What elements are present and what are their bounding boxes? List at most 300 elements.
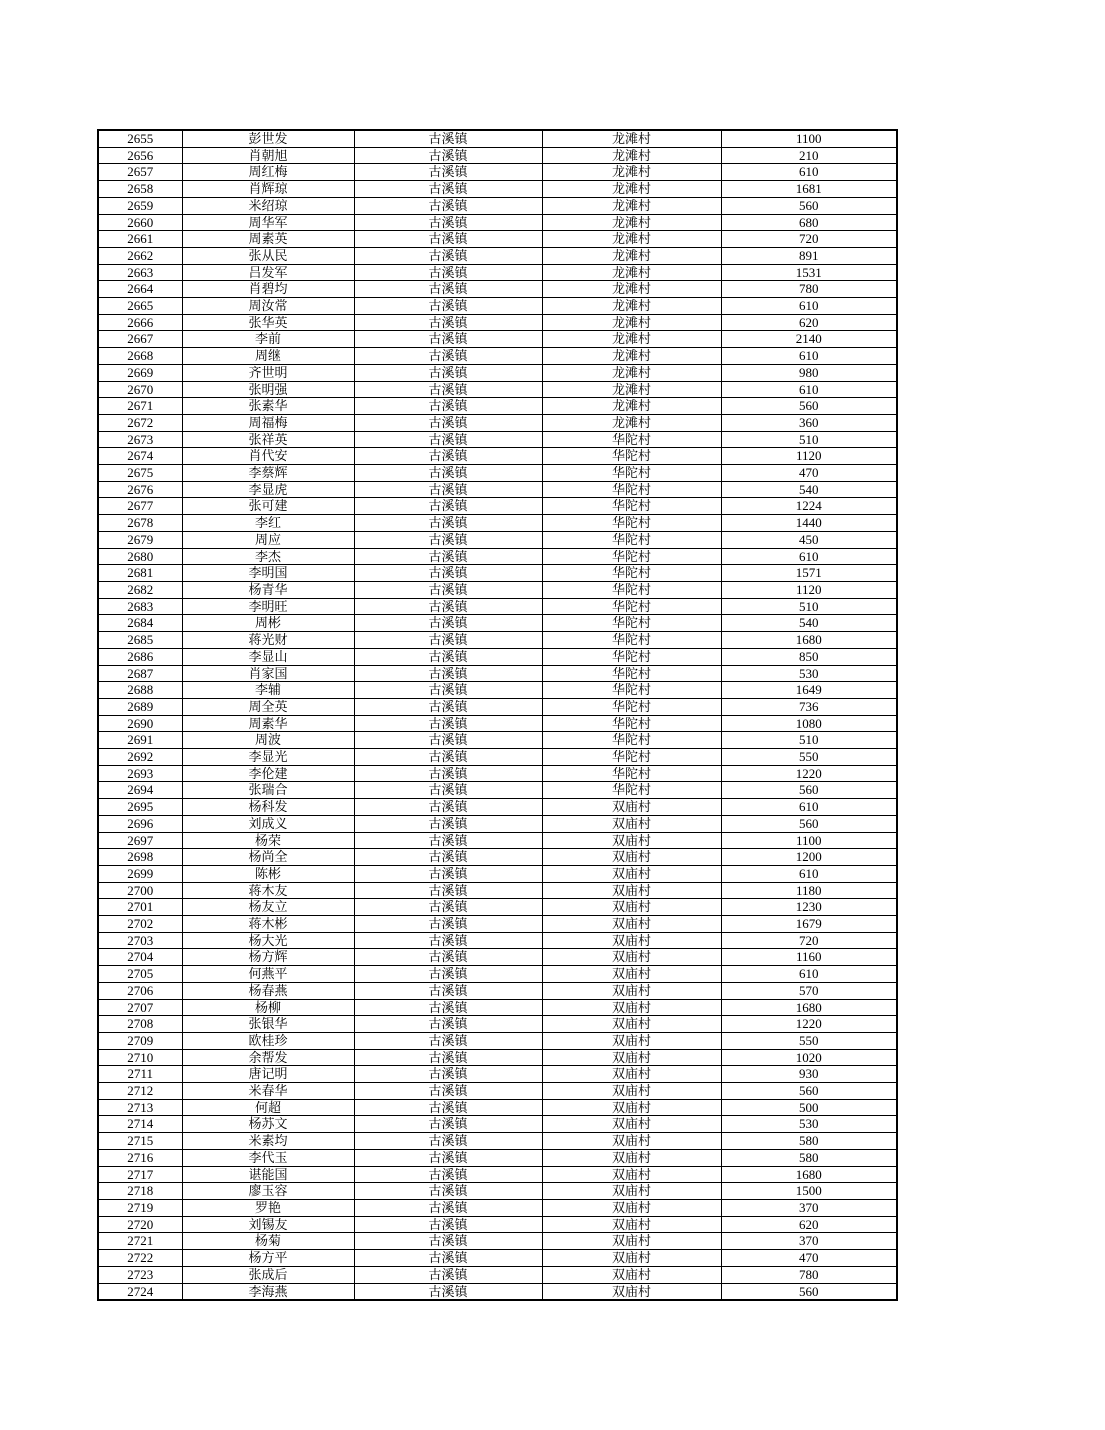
amount-cell: 510 <box>721 732 897 749</box>
row-number-cell: 2681 <box>98 565 182 582</box>
table-row <box>98 247 897 264</box>
row-number-cell: 2659 <box>98 197 182 214</box>
name-cell: 杨尚全 <box>182 849 354 866</box>
name-cell: 何燕平 <box>182 966 354 983</box>
amount-cell: 1440 <box>721 515 897 532</box>
village-cell: 华陀村 <box>542 615 721 632</box>
name-cell: 周红梅 <box>182 164 354 181</box>
row-number-cell: 2704 <box>98 949 182 966</box>
name-cell: 肖辉琼 <box>182 181 354 198</box>
village-cell: 华陀村 <box>542 765 721 782</box>
table-row <box>98 799 897 816</box>
row-number-cell: 2700 <box>98 882 182 899</box>
town-cell: 古溪镇 <box>354 665 542 682</box>
row-number-cell: 2662 <box>98 247 182 264</box>
table-row <box>98 381 897 398</box>
row-number-cell: 2683 <box>98 598 182 615</box>
name-cell: 周素英 <box>182 231 354 248</box>
name-cell: 李显虎 <box>182 481 354 498</box>
town-cell: 古溪镇 <box>354 749 542 766</box>
amount-cell: 620 <box>721 314 897 331</box>
village-cell: 双庙村 <box>542 799 721 816</box>
village-cell: 华陀村 <box>542 498 721 515</box>
row-number-cell: 2711 <box>98 1066 182 1083</box>
row-number-cell: 2708 <box>98 1016 182 1033</box>
town-cell: 古溪镇 <box>354 1183 542 1200</box>
table-row <box>98 314 897 331</box>
name-cell: 杨方平 <box>182 1250 354 1267</box>
town-cell: 古溪镇 <box>354 1099 542 1116</box>
row-number-cell: 2665 <box>98 298 182 315</box>
table-row <box>98 298 897 315</box>
table-row <box>98 181 897 198</box>
town-cell: 古溪镇 <box>354 982 542 999</box>
town-cell: 古溪镇 <box>354 548 542 565</box>
row-number-cell: 2670 <box>98 381 182 398</box>
row-number-cell: 2661 <box>98 231 182 248</box>
village-cell: 华陀村 <box>542 431 721 448</box>
row-number-cell: 2679 <box>98 531 182 548</box>
name-cell: 李明国 <box>182 565 354 582</box>
amount-cell: 500 <box>721 1099 897 1116</box>
name-cell: 张明强 <box>182 381 354 398</box>
table-row <box>98 465 897 482</box>
village-cell: 华陀村 <box>542 749 721 766</box>
row-number-cell: 2702 <box>98 916 182 933</box>
village-cell: 华陀村 <box>542 682 721 699</box>
table-row <box>98 1099 897 1116</box>
row-number-cell: 2713 <box>98 1099 182 1116</box>
table-row <box>98 765 897 782</box>
name-cell: 张华英 <box>182 314 354 331</box>
amount-cell: 850 <box>721 648 897 665</box>
table-row <box>98 1149 897 1166</box>
row-number-cell: 2707 <box>98 999 182 1016</box>
table-row <box>98 982 897 999</box>
amount-cell: 610 <box>721 799 897 816</box>
row-number-cell: 2699 <box>98 865 182 882</box>
town-cell: 古溪镇 <box>354 381 542 398</box>
village-cell: 华陀村 <box>542 732 721 749</box>
amount-cell: 1220 <box>721 1016 897 1033</box>
row-number-cell: 2678 <box>98 515 182 532</box>
table-row <box>98 1283 897 1300</box>
amount-cell: 510 <box>721 598 897 615</box>
amount-cell: 470 <box>721 465 897 482</box>
village-cell: 龙滩村 <box>542 147 721 164</box>
amount-cell: 530 <box>721 665 897 682</box>
amount-cell: 620 <box>721 1216 897 1233</box>
table-row <box>98 197 897 214</box>
town-cell: 古溪镇 <box>354 1200 542 1217</box>
town-cell: 古溪镇 <box>354 1216 542 1233</box>
town-cell: 古溪镇 <box>354 565 542 582</box>
amount-cell: 560 <box>721 1283 897 1300</box>
name-cell: 陈彬 <box>182 865 354 882</box>
row-number-cell: 2676 <box>98 481 182 498</box>
village-cell: 双庙村 <box>542 1066 721 1083</box>
town-cell: 古溪镇 <box>354 231 542 248</box>
table-row <box>98 749 897 766</box>
town-cell: 古溪镇 <box>354 1149 542 1166</box>
amount-cell: 540 <box>721 481 897 498</box>
table-row <box>98 782 897 799</box>
row-number-cell: 2657 <box>98 164 182 181</box>
town-cell: 古溪镇 <box>354 1049 542 1066</box>
amount-cell: 1680 <box>721 999 897 1016</box>
table-row <box>98 615 897 632</box>
name-cell: 廖玉容 <box>182 1183 354 1200</box>
name-cell: 刘锡友 <box>182 1216 354 1233</box>
row-number-cell: 2701 <box>98 899 182 916</box>
town-cell: 古溪镇 <box>354 949 542 966</box>
town-cell: 古溪镇 <box>354 765 542 782</box>
name-cell: 何超 <box>182 1099 354 1116</box>
table-row <box>98 715 897 732</box>
amount-cell: 360 <box>721 414 897 431</box>
table-row <box>98 498 897 515</box>
name-cell: 欧桂珍 <box>182 1032 354 1049</box>
name-cell: 杨春燕 <box>182 982 354 999</box>
village-cell: 华陀村 <box>542 715 721 732</box>
amount-cell: 610 <box>721 966 897 983</box>
amount-cell: 1100 <box>721 832 897 849</box>
table-row <box>98 698 897 715</box>
table-row <box>98 1166 897 1183</box>
row-number-cell: 2705 <box>98 966 182 983</box>
amount-cell: 1200 <box>721 849 897 866</box>
row-number-cell: 2706 <box>98 982 182 999</box>
row-number-cell: 2723 <box>98 1266 182 1283</box>
table-row <box>98 214 897 231</box>
town-cell: 古溪镇 <box>354 682 542 699</box>
row-number-cell: 2693 <box>98 765 182 782</box>
amount-cell: 550 <box>721 749 897 766</box>
amount-cell: 1224 <box>721 498 897 515</box>
name-cell: 李蔡辉 <box>182 465 354 482</box>
town-cell: 古溪镇 <box>354 1016 542 1033</box>
town-cell: 古溪镇 <box>354 197 542 214</box>
row-number-cell: 2696 <box>98 815 182 832</box>
town-cell: 古溪镇 <box>354 865 542 882</box>
table-row <box>98 732 897 749</box>
amount-cell: 560 <box>721 197 897 214</box>
village-cell: 双庙村 <box>542 849 721 866</box>
amount-cell: 736 <box>721 698 897 715</box>
village-cell: 双庙村 <box>542 1032 721 1049</box>
amount-cell: 1180 <box>721 882 897 899</box>
table-row <box>98 414 897 431</box>
name-cell: 米绍琼 <box>182 197 354 214</box>
amount-cell: 1080 <box>721 715 897 732</box>
amount-cell: 930 <box>721 1066 897 1083</box>
amount-cell: 1230 <box>721 899 897 916</box>
table-row <box>98 999 897 1016</box>
village-cell: 华陀村 <box>542 698 721 715</box>
town-cell: 古溪镇 <box>354 782 542 799</box>
table-row <box>98 348 897 365</box>
name-cell: 周素华 <box>182 715 354 732</box>
name-cell: 蒋木友 <box>182 882 354 899</box>
table-row <box>98 849 897 866</box>
row-number-cell: 2669 <box>98 364 182 381</box>
table-row <box>98 865 897 882</box>
amount-cell: 470 <box>721 1250 897 1267</box>
table-row <box>98 949 897 966</box>
town-cell: 古溪镇 <box>354 799 542 816</box>
village-cell: 龙滩村 <box>542 231 721 248</box>
name-cell: 周华军 <box>182 214 354 231</box>
town-cell: 古溪镇 <box>354 615 542 632</box>
village-cell: 龙滩村 <box>542 381 721 398</box>
village-cell: 双庙村 <box>542 1183 721 1200</box>
village-cell: 华陀村 <box>542 598 721 615</box>
data-table <box>97 129 898 1301</box>
table-row <box>98 1233 897 1250</box>
town-cell: 古溪镇 <box>354 414 542 431</box>
village-cell: 双庙村 <box>542 966 721 983</box>
name-cell: 彭世发 <box>182 130 354 147</box>
amount-cell: 1571 <box>721 565 897 582</box>
table-row <box>98 130 897 147</box>
table-row <box>98 1266 897 1283</box>
row-number-cell: 2672 <box>98 414 182 431</box>
name-cell: 杨菊 <box>182 1233 354 1250</box>
table-row <box>98 364 897 381</box>
table-row <box>98 515 897 532</box>
table-row <box>98 164 897 181</box>
table-row <box>98 531 897 548</box>
name-cell: 肖碧均 <box>182 281 354 298</box>
amount-cell: 610 <box>721 348 897 365</box>
row-number-cell: 2667 <box>98 331 182 348</box>
amount-cell: 560 <box>721 1083 897 1100</box>
town-cell: 古溪镇 <box>354 531 542 548</box>
table-row <box>98 565 897 582</box>
name-cell: 李显光 <box>182 749 354 766</box>
name-cell: 李显山 <box>182 648 354 665</box>
name-cell: 周全英 <box>182 698 354 715</box>
row-number-cell: 2686 <box>98 648 182 665</box>
village-cell: 华陀村 <box>542 648 721 665</box>
table-row <box>98 147 897 164</box>
name-cell: 肖家国 <box>182 665 354 682</box>
name-cell: 周福梅 <box>182 414 354 431</box>
town-cell: 古溪镇 <box>354 398 542 415</box>
town-cell: 古溪镇 <box>354 1166 542 1183</box>
village-cell: 双庙村 <box>542 1250 721 1267</box>
name-cell: 罗艳 <box>182 1200 354 1217</box>
village-cell: 双庙村 <box>542 1266 721 1283</box>
table-row <box>98 1216 897 1233</box>
town-cell: 古溪镇 <box>354 515 542 532</box>
row-number-cell: 2703 <box>98 932 182 949</box>
town-cell: 古溪镇 <box>354 1066 542 1083</box>
amount-cell: 1679 <box>721 916 897 933</box>
row-number-cell: 2690 <box>98 715 182 732</box>
name-cell: 肖代安 <box>182 448 354 465</box>
town-cell: 古溪镇 <box>354 916 542 933</box>
row-number-cell: 2710 <box>98 1049 182 1066</box>
table-row <box>98 448 897 465</box>
town-cell: 古溪镇 <box>354 849 542 866</box>
row-number-cell: 2697 <box>98 832 182 849</box>
row-number-cell: 2717 <box>98 1166 182 1183</box>
village-cell: 双庙村 <box>542 932 721 949</box>
name-cell: 张从民 <box>182 247 354 264</box>
name-cell: 李杰 <box>182 548 354 565</box>
name-cell: 杨科发 <box>182 799 354 816</box>
village-cell: 龙滩村 <box>542 130 721 147</box>
table-row <box>98 1066 897 1083</box>
town-cell: 古溪镇 <box>354 1133 542 1150</box>
village-cell: 华陀村 <box>542 565 721 582</box>
name-cell: 李前 <box>182 331 354 348</box>
village-cell: 双庙村 <box>542 1233 721 1250</box>
amount-cell: 1120 <box>721 581 897 598</box>
name-cell: 刘成义 <box>182 815 354 832</box>
amount-cell: 570 <box>721 982 897 999</box>
name-cell: 米春华 <box>182 1083 354 1100</box>
name-cell: 李红 <box>182 515 354 532</box>
town-cell: 古溪镇 <box>354 130 542 147</box>
village-cell: 华陀村 <box>542 632 721 649</box>
town-cell: 古溪镇 <box>354 164 542 181</box>
village-cell: 双庙村 <box>542 832 721 849</box>
town-cell: 古溪镇 <box>354 1250 542 1267</box>
name-cell: 谌能国 <box>182 1166 354 1183</box>
row-number-cell: 2668 <box>98 348 182 365</box>
table-row <box>98 1250 897 1267</box>
town-cell: 古溪镇 <box>354 1283 542 1300</box>
village-cell: 双庙村 <box>542 1049 721 1066</box>
amount-cell: 1120 <box>721 448 897 465</box>
name-cell: 杨青华 <box>182 581 354 598</box>
amount-cell: 510 <box>721 431 897 448</box>
table-row <box>98 1116 897 1133</box>
row-number-cell: 2689 <box>98 698 182 715</box>
table-row <box>98 281 897 298</box>
name-cell: 唐记明 <box>182 1066 354 1083</box>
village-cell: 双庙村 <box>542 865 721 882</box>
name-cell: 吕发军 <box>182 264 354 281</box>
table-row <box>98 682 897 699</box>
row-number-cell: 2718 <box>98 1183 182 1200</box>
name-cell: 李代玉 <box>182 1149 354 1166</box>
name-cell: 张银华 <box>182 1016 354 1033</box>
table-row <box>98 665 897 682</box>
table-row <box>98 598 897 615</box>
name-cell: 周汝常 <box>182 298 354 315</box>
village-cell: 华陀村 <box>542 465 721 482</box>
name-cell: 李明旺 <box>182 598 354 615</box>
amount-cell: 720 <box>721 231 897 248</box>
amount-cell: 580 <box>721 1149 897 1166</box>
amount-cell: 610 <box>721 164 897 181</box>
town-cell: 古溪镇 <box>354 331 542 348</box>
row-number-cell: 2720 <box>98 1216 182 1233</box>
amount-cell: 550 <box>721 1032 897 1049</box>
name-cell: 张瑞合 <box>182 782 354 799</box>
amount-cell: 530 <box>721 1116 897 1133</box>
table-row <box>98 331 897 348</box>
row-number-cell: 2694 <box>98 782 182 799</box>
village-cell: 双庙村 <box>542 1216 721 1233</box>
amount-cell: 980 <box>721 364 897 381</box>
town-cell: 古溪镇 <box>354 815 542 832</box>
name-cell: 蒋木彬 <box>182 916 354 933</box>
village-cell: 龙滩村 <box>542 197 721 214</box>
name-cell: 李伦建 <box>182 765 354 782</box>
town-cell: 古溪镇 <box>354 832 542 849</box>
town-cell: 古溪镇 <box>354 698 542 715</box>
amount-cell: 610 <box>721 865 897 882</box>
village-cell: 华陀村 <box>542 548 721 565</box>
table-row <box>98 632 897 649</box>
table-body <box>98 130 897 1300</box>
village-cell: 华陀村 <box>542 515 721 532</box>
village-cell: 双庙村 <box>542 999 721 1016</box>
row-number-cell: 2675 <box>98 465 182 482</box>
row-number-cell: 2666 <box>98 314 182 331</box>
name-cell: 杨方辉 <box>182 949 354 966</box>
village-cell: 双庙村 <box>542 815 721 832</box>
amount-cell: 1160 <box>721 949 897 966</box>
village-cell: 双庙村 <box>542 949 721 966</box>
row-number-cell: 2656 <box>98 147 182 164</box>
town-cell: 古溪镇 <box>354 632 542 649</box>
amount-cell: 540 <box>721 615 897 632</box>
village-cell: 华陀村 <box>542 481 721 498</box>
name-cell: 周波 <box>182 732 354 749</box>
village-cell: 华陀村 <box>542 448 721 465</box>
name-cell: 周应 <box>182 531 354 548</box>
town-cell: 古溪镇 <box>354 715 542 732</box>
row-number-cell: 2682 <box>98 581 182 598</box>
amount-cell: 720 <box>721 932 897 949</box>
village-cell: 龙滩村 <box>542 281 721 298</box>
amount-cell: 1681 <box>721 181 897 198</box>
town-cell: 古溪镇 <box>354 598 542 615</box>
town-cell: 古溪镇 <box>354 298 542 315</box>
village-cell: 龙滩村 <box>542 264 721 281</box>
town-cell: 古溪镇 <box>354 364 542 381</box>
name-cell: 张素华 <box>182 398 354 415</box>
town-cell: 古溪镇 <box>354 481 542 498</box>
name-cell: 蒋光财 <box>182 632 354 649</box>
village-cell: 双庙村 <box>542 1099 721 1116</box>
village-cell: 龙滩村 <box>542 314 721 331</box>
town-cell: 古溪镇 <box>354 1116 542 1133</box>
village-cell: 双庙村 <box>542 1133 721 1150</box>
village-cell: 龙滩村 <box>542 364 721 381</box>
town-cell: 古溪镇 <box>354 999 542 1016</box>
row-number-cell: 2722 <box>98 1250 182 1267</box>
town-cell: 古溪镇 <box>354 966 542 983</box>
table-row <box>98 899 897 916</box>
row-number-cell: 2687 <box>98 665 182 682</box>
table-row <box>98 1016 897 1033</box>
amount-cell: 1680 <box>721 1166 897 1183</box>
name-cell: 张祥英 <box>182 431 354 448</box>
village-cell: 双庙村 <box>542 1016 721 1033</box>
row-number-cell: 2712 <box>98 1083 182 1100</box>
village-cell: 华陀村 <box>542 531 721 548</box>
amount-cell: 2140 <box>721 331 897 348</box>
row-number-cell: 2709 <box>98 1032 182 1049</box>
town-cell: 古溪镇 <box>354 581 542 598</box>
amount-cell: 1500 <box>721 1183 897 1200</box>
